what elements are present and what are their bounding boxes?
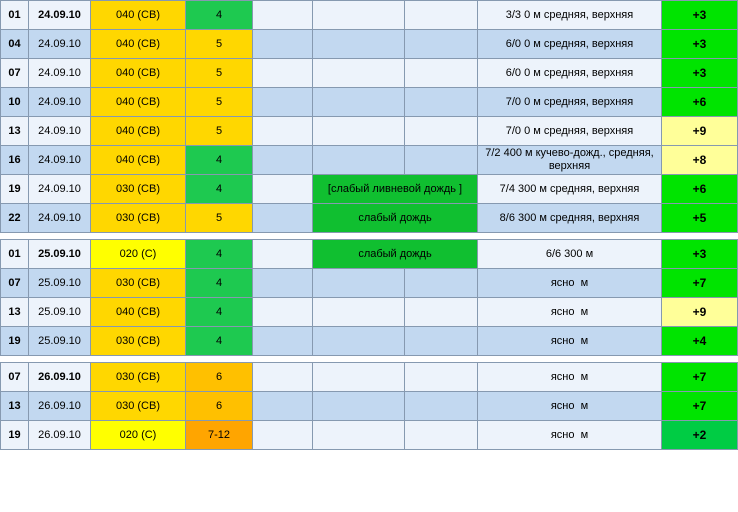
hour-cell: 16 <box>1 146 29 175</box>
precipitation-empty-cell-a <box>313 1 405 30</box>
temperature-cell: +7 <box>662 363 738 392</box>
precipitation-empty-cell-b <box>405 146 478 175</box>
cloudiness-cell: ясно м <box>478 327 662 356</box>
empty-cell <box>253 363 313 392</box>
date-cell: 25.09.10 <box>29 269 91 298</box>
precipitation-empty-cell-b <box>405 30 478 59</box>
empty-cell <box>253 59 313 88</box>
cloudiness-cell: ясно м <box>478 298 662 327</box>
temperature-cell: +2 <box>662 421 738 450</box>
hour-cell: 13 <box>1 392 29 421</box>
wind-speed-cell: 4 <box>186 298 253 327</box>
empty-cell <box>253 204 313 233</box>
date-cell: 24.09.10 <box>29 59 91 88</box>
precipitation-empty-cell-a <box>313 30 405 59</box>
wind-speed-cell: 7-12 <box>186 421 253 450</box>
precipitation-cell: [слабый ливневой дождь ] <box>313 175 478 204</box>
temperature-cell: +3 <box>662 1 738 30</box>
wind-direction-cell: 030 (СВ) <box>91 269 186 298</box>
temperature-cell: +6 <box>662 88 738 117</box>
cloudiness-cell: 3/3 0 м средняя, верхняя <box>478 1 662 30</box>
cloudiness-cell: 7/2 400 м кучево-дожд., средняя, верхняя <box>478 146 662 175</box>
wind-direction-cell: 040 (СВ) <box>91 146 186 175</box>
hour-cell: 19 <box>1 327 29 356</box>
table-row <box>1 204 738 233</box>
empty-cell <box>253 298 313 327</box>
wind-speed-cell: 5 <box>186 88 253 117</box>
temperature-cell: +8 <box>662 146 738 175</box>
wind-speed-cell: 6 <box>186 363 253 392</box>
precipitation-empty-cell-b <box>405 269 478 298</box>
table-row <box>1 59 738 88</box>
wind-direction-cell: 030 (СВ) <box>91 363 186 392</box>
date-cell: 24.09.10 <box>29 88 91 117</box>
temperature-cell: +3 <box>662 240 738 269</box>
wind-direction-cell: 040 (СВ) <box>91 88 186 117</box>
hour-cell: 07 <box>1 59 29 88</box>
empty-cell <box>253 117 313 146</box>
precipitation-empty-cell-a <box>313 392 405 421</box>
table-row <box>1 363 738 392</box>
empty-cell <box>253 421 313 450</box>
wind-direction-cell: 040 (СВ) <box>91 1 186 30</box>
precipitation-empty-cell-b <box>405 59 478 88</box>
forecast-day-table <box>0 362 738 450</box>
temperature-cell: +7 <box>662 269 738 298</box>
hour-cell: 19 <box>1 421 29 450</box>
precipitation-empty-cell-b <box>405 298 478 327</box>
cloudiness-cell: 6/6 300 м <box>478 240 662 269</box>
cloudiness-cell: 6/0 0 м средняя, верхняя <box>478 30 662 59</box>
wind-speed-cell: 4 <box>186 146 253 175</box>
date-cell: 26.09.10 <box>29 421 91 450</box>
empty-cell <box>253 269 313 298</box>
temperature-cell: +7 <box>662 392 738 421</box>
precipitation-cell: слабый дождь <box>313 240 478 269</box>
precipitation-empty-cell-a <box>313 363 405 392</box>
date-cell: 25.09.10 <box>29 240 91 269</box>
date-cell: 24.09.10 <box>29 175 91 204</box>
precipitation-empty-cell-a <box>313 269 405 298</box>
empty-cell <box>253 392 313 421</box>
hour-cell: 19 <box>1 175 29 204</box>
precipitation-empty-cell-a <box>313 327 405 356</box>
cloudiness-cell: ясно м <box>478 421 662 450</box>
wind-speed-cell: 6 <box>186 392 253 421</box>
forecast-day-body <box>1 363 738 450</box>
table-row <box>1 117 738 146</box>
table-row <box>1 1 738 30</box>
forecast-day-body <box>1 1 738 233</box>
hour-cell: 01 <box>1 1 29 30</box>
table-row <box>1 240 738 269</box>
temperature-cell: +3 <box>662 30 738 59</box>
hour-cell: 22 <box>1 204 29 233</box>
precipitation-empty-cell-a <box>313 59 405 88</box>
wind-direction-cell: 030 (СВ) <box>91 327 186 356</box>
forecast-day-table <box>0 239 738 356</box>
empty-cell <box>253 1 313 30</box>
table-row <box>1 327 738 356</box>
wind-direction-cell: 040 (СВ) <box>91 59 186 88</box>
temperature-cell: +4 <box>662 327 738 356</box>
cloudiness-cell: 8/6 300 м средняя, верхняя <box>478 204 662 233</box>
temperature-cell: +9 <box>662 298 738 327</box>
date-cell: 25.09.10 <box>29 327 91 356</box>
wind-speed-cell: 5 <box>186 59 253 88</box>
table-row <box>1 175 738 204</box>
cloudiness-cell: 7/0 0 м средняя, верхняя <box>478 117 662 146</box>
precipitation-empty-cell-a <box>313 88 405 117</box>
table-row <box>1 146 738 175</box>
table-row <box>1 30 738 59</box>
hour-cell: 10 <box>1 88 29 117</box>
table-row <box>1 88 738 117</box>
table-row <box>1 298 738 327</box>
date-cell: 26.09.10 <box>29 392 91 421</box>
hour-cell: 04 <box>1 30 29 59</box>
empty-cell <box>253 175 313 204</box>
precipitation-empty-cell-b <box>405 421 478 450</box>
empty-cell <box>253 240 313 269</box>
empty-cell <box>253 30 313 59</box>
date-cell: 24.09.10 <box>29 117 91 146</box>
wind-speed-cell: 4 <box>186 175 253 204</box>
wind-speed-cell: 5 <box>186 204 253 233</box>
date-cell: 24.09.10 <box>29 1 91 30</box>
forecast-day-body <box>1 240 738 356</box>
wind-direction-cell: 030 (СВ) <box>91 392 186 421</box>
wind-direction-cell: 030 (СВ) <box>91 204 186 233</box>
table-row <box>1 269 738 298</box>
wind-speed-cell: 4 <box>186 240 253 269</box>
precipitation-empty-cell-b <box>405 117 478 146</box>
cloudiness-cell: 7/0 0 м средняя, верхняя <box>478 88 662 117</box>
precipitation-empty-cell-a <box>313 298 405 327</box>
table-row <box>1 392 738 421</box>
precipitation-empty-cell-a <box>313 117 405 146</box>
forecast-day-table <box>0 0 738 233</box>
empty-cell <box>253 146 313 175</box>
wind-direction-cell: 040 (СВ) <box>91 30 186 59</box>
temperature-cell: +6 <box>662 175 738 204</box>
precipitation-empty-cell-b <box>405 363 478 392</box>
precipitation-empty-cell-b <box>405 1 478 30</box>
wind-direction-cell: 020 (С) <box>91 421 186 450</box>
precipitation-empty-cell-b <box>405 327 478 356</box>
temperature-cell: +9 <box>662 117 738 146</box>
wind-speed-cell: 4 <box>186 269 253 298</box>
hour-cell: 07 <box>1 363 29 392</box>
date-cell: 24.09.10 <box>29 146 91 175</box>
wind-direction-cell: 020 (С) <box>91 240 186 269</box>
table-row <box>1 421 738 450</box>
hour-cell: 01 <box>1 240 29 269</box>
cloudiness-cell: 7/4 300 м средняя, верхняя <box>478 175 662 204</box>
wind-direction-cell: 040 (СВ) <box>91 298 186 327</box>
date-cell: 26.09.10 <box>29 363 91 392</box>
hour-cell: 13 <box>1 117 29 146</box>
precipitation-cell: слабый дождь <box>313 204 478 233</box>
wind-speed-cell: 4 <box>186 1 253 30</box>
temperature-cell: +3 <box>662 59 738 88</box>
wind-speed-cell: 4 <box>186 327 253 356</box>
hour-cell: 13 <box>1 298 29 327</box>
wind-direction-cell: 040 (СВ) <box>91 117 186 146</box>
temperature-cell: +5 <box>662 204 738 233</box>
empty-cell <box>253 327 313 356</box>
date-cell: 24.09.10 <box>29 30 91 59</box>
cloudiness-cell: 6/0 0 м средняя, верхняя <box>478 59 662 88</box>
hour-cell: 07 <box>1 269 29 298</box>
cloudiness-cell: ясно м <box>478 363 662 392</box>
precipitation-empty-cell-b <box>405 88 478 117</box>
date-cell: 25.09.10 <box>29 298 91 327</box>
wind-direction-cell: 030 (СВ) <box>91 175 186 204</box>
wind-speed-cell: 5 <box>186 30 253 59</box>
precipitation-empty-cell-a <box>313 146 405 175</box>
wind-speed-cell: 5 <box>186 117 253 146</box>
precipitation-empty-cell-a <box>313 421 405 450</box>
cloudiness-cell: ясно м <box>478 269 662 298</box>
date-cell: 24.09.10 <box>29 204 91 233</box>
precipitation-empty-cell-b <box>405 392 478 421</box>
empty-cell <box>253 88 313 117</box>
cloudiness-cell: ясно м <box>478 392 662 421</box>
